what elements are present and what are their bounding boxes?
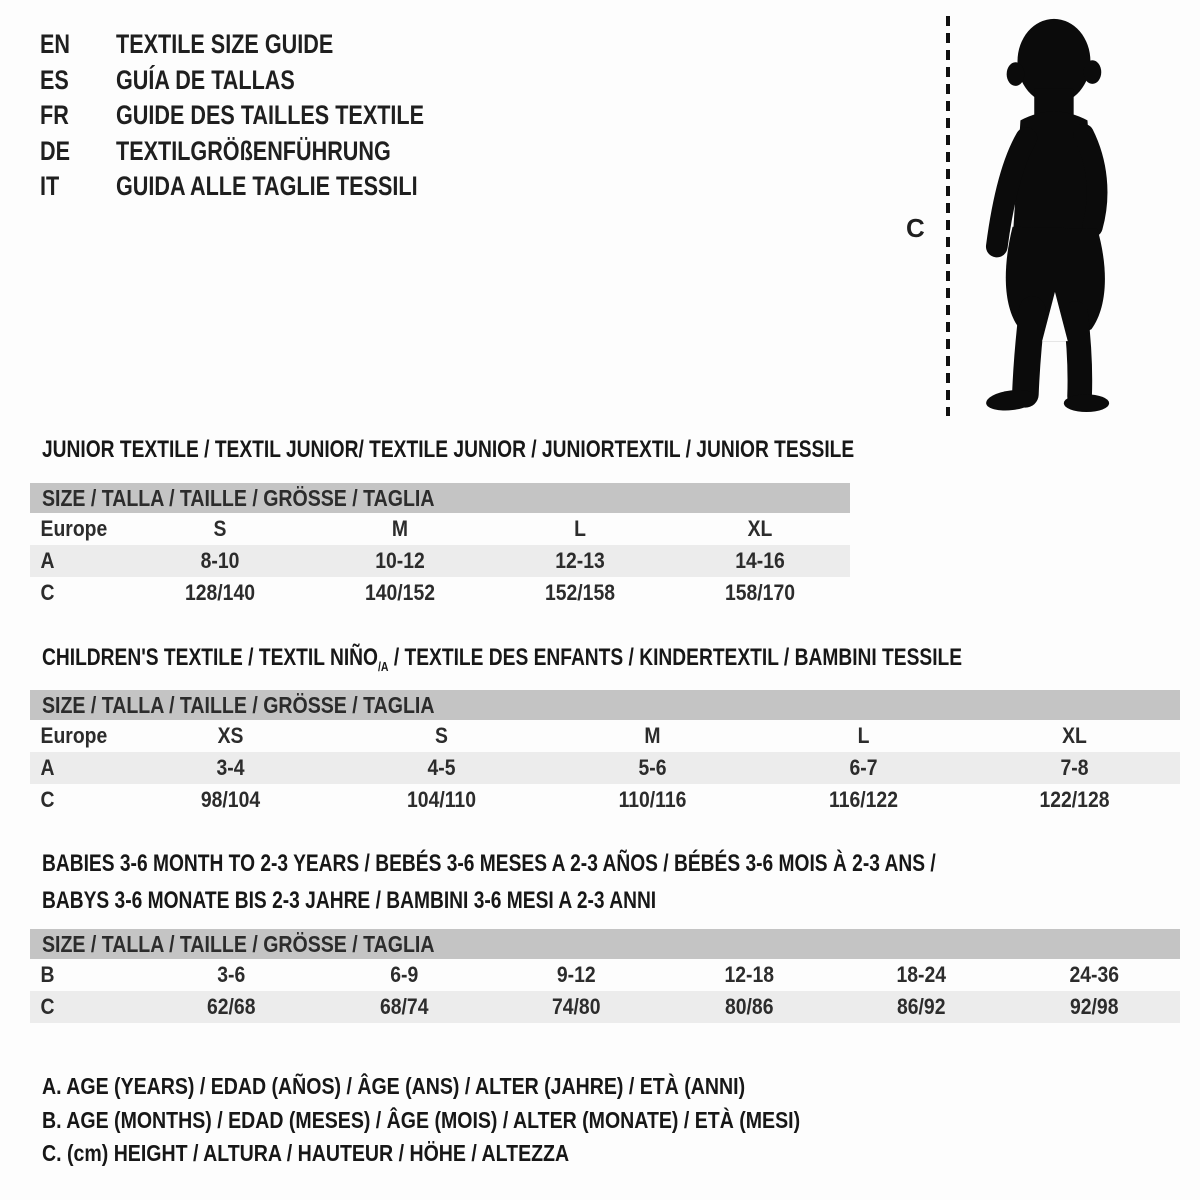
- table-body: [30, 720, 1180, 816]
- table-cell: 3-4: [216, 755, 245, 780]
- table-header-bar: [30, 929, 1180, 959]
- section-title-text: CHILDREN'S TEXTILE / TEXTIL $NIÑO_{/A}$ / TEXTILE DES ENFANTS / KINDERTEXTIL / BAMBINI TESSILE: [42, 644, 963, 674]
- table-cell: XS: [217, 723, 244, 748]
- section-title-text: BABIES 3-6 MONTH TO 2-3 YEARS / BEBÉS 3-6 MESES A 2-3 AÑOS / BÉBÉS 3-6 MOIS À 2-3 ANS /: [42, 850, 936, 877]
- junior-size-table: [30, 483, 850, 609]
- table-cell: 9-12: [556, 962, 596, 987]
- table-body: [30, 959, 1180, 1023]
- table-cell: M: [644, 723, 661, 748]
- section-title-text: JUNIOR TEXTILE / TEXTIL JUNIOR/ TEXTILE JUNIOR / JUNIORTEXTIL / JUNIOR TESSILE: [42, 436, 855, 463]
- row-label: Europe: [40, 516, 108, 541]
- table-cell: 86/92: [897, 994, 946, 1019]
- section-title-children: [42, 639, 1192, 685]
- toddler-silhouette-icon: [966, 12, 1136, 416]
- table-cell: 98/104: [200, 787, 261, 812]
- table-cell: 152/158: [545, 580, 615, 605]
- height-measure-label: C: [906, 213, 925, 243]
- table-cell: 62/68: [207, 994, 256, 1019]
- language-title: TEXTILE SIZE GUIDE: [116, 29, 334, 60]
- table-cell: 8-10: [200, 548, 240, 573]
- row-label: Europe: [40, 723, 108, 748]
- table-cell: 12-18: [723, 962, 774, 987]
- language-code: ES: [40, 64, 69, 95]
- table-cell: 6-9: [389, 962, 418, 987]
- table-cell: 10-12: [375, 548, 425, 573]
- language-row: [40, 134, 501, 170]
- table-header-text: SIZE / TALLA / TAILLE / GRÖSSE / TAGLIA: [42, 484, 435, 511]
- language-title: GUIDE DES TAILLES TEXTILE: [116, 100, 425, 131]
- table-cell: 158/170: [725, 580, 795, 605]
- language-row: [40, 27, 501, 63]
- table-cell: 80/86: [724, 994, 773, 1019]
- row-label: A: [40, 755, 55, 780]
- table-cell: 110/116: [618, 787, 687, 812]
- table-cell: L: [857, 723, 870, 748]
- row-label: C: [40, 994, 55, 1019]
- table-cell: 18-24: [896, 962, 947, 987]
- table-cell: 116/122: [829, 787, 898, 812]
- language-row: [40, 169, 501, 205]
- legend: [42, 1070, 934, 1171]
- table-row: [30, 577, 850, 609]
- language-title: GUÍA DE TALLAS: [116, 64, 295, 95]
- title-subscript: /A: [377, 658, 389, 674]
- table-cell: 5-6: [638, 755, 667, 780]
- children-size-table: [30, 690, 1180, 816]
- table-cell: 12-13: [555, 548, 605, 573]
- row-label: B: [40, 962, 55, 987]
- table-cell: XL: [747, 516, 773, 541]
- table-cell: 104/110: [407, 787, 476, 812]
- section-title-text: BABYS 3-6 MONATE BIS 2-3 JAHRE / BAMBINI 3-6 MESI A 2-3 ANNI: [42, 887, 657, 914]
- table-cell: M: [391, 516, 409, 541]
- table-cell: 128/140: [185, 580, 255, 605]
- table-row: [30, 752, 1180, 784]
- babies-size-table: [30, 929, 1180, 1023]
- table-cell: 3-6: [217, 962, 246, 987]
- language-title: GUIDA ALLE TAGLIE TESSILI: [116, 171, 418, 202]
- row-label: A: [40, 548, 55, 573]
- language-code: IT: [40, 171, 60, 202]
- language-row: [40, 98, 501, 134]
- table-cell: S: [435, 723, 448, 748]
- language-code: DE: [40, 135, 71, 166]
- table-cell: 7-8: [1060, 755, 1089, 780]
- table-cell: 140/152: [365, 580, 435, 605]
- table-row: [30, 784, 1180, 816]
- row-label: C: [40, 580, 55, 605]
- section-title-junior: [42, 431, 1057, 468]
- table-body: [30, 513, 850, 609]
- table-cell: XL: [1062, 723, 1087, 748]
- table-row: [30, 513, 850, 545]
- table-cell: 4-5: [427, 755, 456, 780]
- table-cell: 68/74: [379, 994, 428, 1019]
- language-code: EN: [40, 29, 71, 60]
- table-cell: 122/128: [1039, 787, 1110, 812]
- table-header-bar: [30, 690, 1180, 720]
- table-row: [30, 991, 1180, 1023]
- language-block: [40, 27, 501, 205]
- language-code: FR: [40, 100, 69, 131]
- table-cell: 24-36: [1068, 962, 1119, 987]
- table-row: [30, 720, 1180, 752]
- language-row: [40, 63, 501, 99]
- table-header-text: SIZE / TALLA / TAILLE / GRÖSSE / TAGLIA: [42, 930, 435, 957]
- table-row: [30, 959, 1180, 991]
- section-title-babies: [42, 845, 1159, 919]
- row-label: C: [40, 787, 55, 812]
- table-header-text: SIZE / TALLA / TAILLE / GRÖSSE / TAGLIA: [42, 691, 435, 718]
- table-cell: L: [574, 516, 586, 541]
- table-cell: S: [213, 516, 227, 541]
- table-cell: 92/98: [1069, 994, 1118, 1019]
- table-cell: 74/80: [552, 994, 601, 1019]
- language-title: TEXTILGRÖßENFÜHRUNG: [116, 135, 391, 166]
- height-measure-line: [946, 16, 950, 416]
- table-header-bar: [30, 483, 850, 513]
- legend-line-b: B. AGE (MONTHS) / EDAD (MESES) / ÂGE (MOIS) / ALTER (MONATE) / ETÀ (MESI): [42, 1106, 801, 1133]
- legend-line-a: A. AGE (YEARS) / EDAD (AÑOS) / ÂGE (ANS) / ALTER (JAHRE) / ETÀ (ANNI): [42, 1073, 746, 1099]
- table-cell: 6-7: [849, 755, 878, 780]
- table-cell: 14-16: [735, 548, 785, 573]
- table-row: [30, 545, 850, 577]
- legend-line-c: C. (cm) HEIGHT / ALTURA / HAUTEUR / HÖHE / ALTEZZA: [42, 1140, 570, 1166]
